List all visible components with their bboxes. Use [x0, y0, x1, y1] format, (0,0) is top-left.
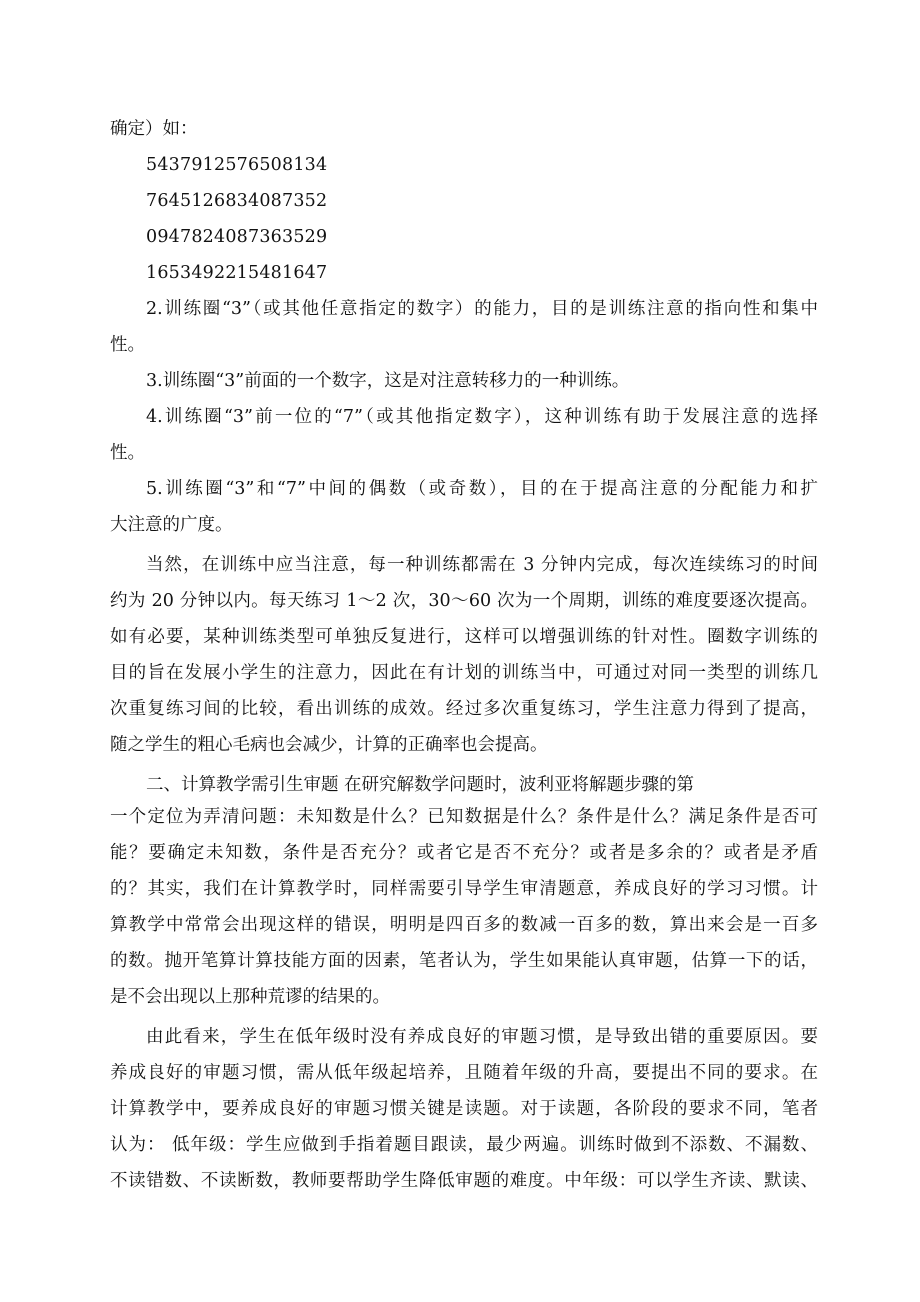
text-line: 是不会出现以上那种荒谬的结果的。 — [110, 987, 390, 1007]
text-line: 性。 — [110, 443, 145, 463]
text-line: 次重复练习间的比较，看出训练的成效。经过多次重复练习，学生注意力得到了提高， — [110, 699, 818, 719]
text-line: 不读错数、不读断数，教师要帮助学生降低审题的难度。中年级：可以学生齐读、默读、 — [110, 1171, 818, 1191]
text-line: 约为 20 分钟以内。每天练习 1～2 次，30～60 次为一个周期，训练的难度要逐次提高。 — [110, 591, 818, 611]
text-line: 一个定位为弄清问题：未知数是什么？已知数据是什么？条件是什么？满足条件是否可 — [110, 807, 818, 827]
text-line: 计算教学中，要养成良好的审题习惯关键是读题。对于读题，各阶段的要求不同，笔者 — [110, 1099, 818, 1119]
text-line: 性。 — [110, 335, 145, 355]
number-sequence: 1653492215481647 — [146, 263, 328, 283]
text-line: 如有必要，某种训练类型可单独反复进行，这样可以增强训练的针对性。圈数字训练的 — [110, 627, 818, 647]
text-line: 的数。抛开笔算计算技能方面的因素，笔者认为，学生如果能认真审题，估算一下的话， — [110, 951, 818, 971]
text-line: 随之学生的粗心毛病也会减少，计算的正确率也会提高。 — [110, 735, 548, 755]
number-sequence: 7645126834087352 — [146, 191, 328, 211]
section-heading: 二、计算教学需引生审题 在研究解数学问题时，波利亚将解题步骤的第 — [146, 775, 695, 795]
text-line: 能？要确定未知数，条件是否充分？或者它是否不充分？或者是多余的？或者是矛盾 — [110, 843, 818, 863]
text-line: 大注意的广度。 — [110, 515, 233, 535]
text-line: 认为： 低年级：学生应做到手指着题目跟读，最少两遍。训练时做到不添数、不漏数、 — [110, 1135, 818, 1155]
text-line: 2.训练圈“3”（或其他任意指定的数字）的能力，目的是训练注意的指向性和集中 — [146, 299, 818, 319]
text-line: 算教学中常常会出现这样的错误，明明是四百多的数减一百多的数，算出来会是一百多 — [110, 915, 818, 935]
text-line: 4.训练圈“3”前一位的“7”（或其他指定数字），这种训练有助于发展注意的选择 — [146, 407, 818, 427]
text-line: 当然，在训练中应当注意，每一种训练都需在 3 分钟内完成，每次连续练习的时间 — [146, 555, 818, 575]
text-line: 目的旨在发展小学生的注意力，因此在有计划的训练当中，可通过对同一类型的训练几 — [110, 663, 818, 683]
text-line: 3.训练圈“3”前面的一个数字，这是对注意转移力的一种训练。 — [146, 371, 630, 391]
text-line: 的？其实，我们在计算教学时，同样需要引导学生审清题意，养成良好的学习习惯。计 — [110, 879, 818, 899]
text-line: 由此看来，学生在低年级时没有养成良好的审题习惯，是导致出错的重要原因。要 — [146, 1027, 818, 1047]
number-sequence: 0947824087363529 — [146, 227, 328, 247]
number-sequence: 5437912576508134 — [146, 155, 328, 175]
text-line: 确定）如： — [110, 119, 198, 139]
text-line: 5.训练圈“3”和“7”中间的偶数（或奇数），目的在于提高注意的分配能力和扩 — [146, 479, 818, 499]
text-line: 养成良好的审题习惯，需从低年级起培养，且随着年级的升高，要提出不同的要求。在 — [110, 1063, 818, 1083]
